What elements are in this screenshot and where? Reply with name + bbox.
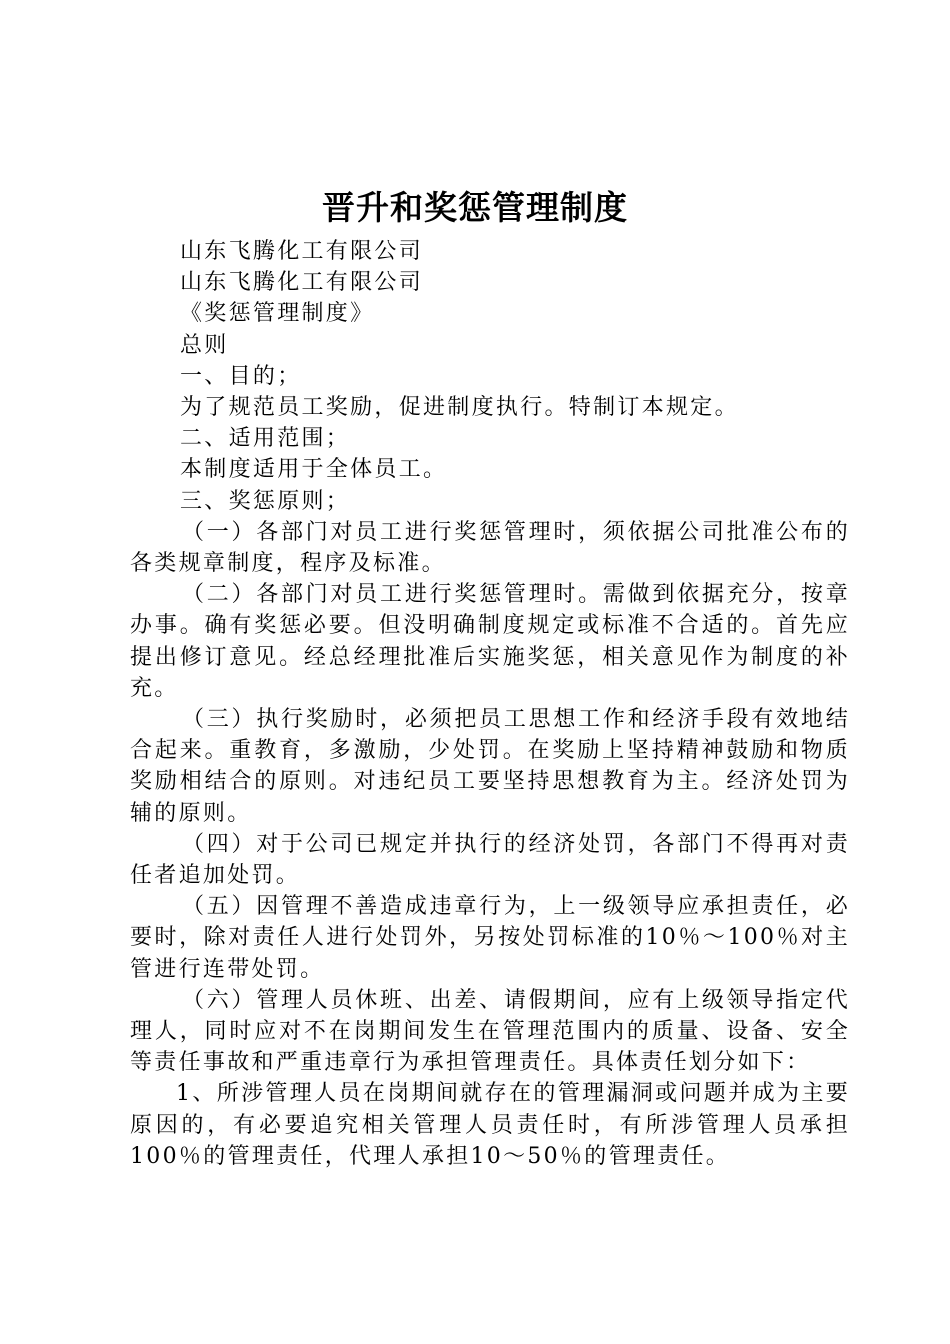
section-heading: 总则: [180, 332, 229, 358]
regulation-name-line: 《奖惩管理制度》: [180, 301, 375, 327]
company-name-line: 山东飞腾化工有限公司: [180, 239, 424, 264]
text-line: 为了规范员工奖励，促进制度执行。特制订本规定。: [180, 395, 739, 421]
responsibility-paragraph: 1、所涉管理人员在岗期间就存在的管理漏洞或问题并成为主要原因的，有必要追究相关管理人员责任时，有所涉管理人员承担100％的管理责任，代理人承担10～50％的管理责任。: [130, 1081, 850, 1169]
principle-paragraph: （二）各部门对员工进行奖惩管理时。需做到依据充分，按章办事。确有奖惩必要。但没明确制度规定或标准不合适的。首先应提出修订意见。经总经理批准后实施奖惩，相关意见作为制度的补充。: [130, 582, 850, 701]
document-title: 晋升和奖惩管理制度: [322, 188, 628, 227]
principle-paragraph: （三）执行奖励时，必须把员工思想工作和经济手段有效地结合起来。重教育，多激励，少处罚。在奖励上坚持精神鼓励和物质奖励相结合的原则。对违纪员工要坚持思想教育为主。经济处罚为辅的原则。: [130, 707, 850, 826]
principle-paragraph: （五）因管理不善造成违章行为，上一级领导应承担责任，必要时，除对责任人进行处罚外，另按处罚标准的10％～100％对主管进行连带处罚。: [130, 894, 850, 982]
text-line: 本制度适用于全体员工。: [180, 457, 448, 483]
company-name-line: 山东飞腾化工有限公司: [180, 270, 424, 296]
document-body: [130, 236, 850, 1172]
principle-paragraph: （四）对于公司已规定并执行的经济处罚，各部门不得再对责任者追加处罚。: [130, 831, 850, 889]
principle-paragraph: （一）各部门对员工进行奖惩管理时，须依据公司批准公布的各类规章制度，程序及标准。: [130, 519, 850, 577]
section-heading: 二、适用范围；: [180, 426, 351, 452]
section-heading: 三、奖惩原则；: [180, 488, 351, 514]
principle-paragraph: （六）管理人员休班、出差、请假期间，应有上级领导指定代理人，同时应对不在岗期间发生在管理范围内的质量、设备、安全等责任事故和严重违章行为承担管理责任。具体责任划分如下：: [130, 987, 850, 1076]
section-heading: 一、目的；: [180, 363, 302, 389]
